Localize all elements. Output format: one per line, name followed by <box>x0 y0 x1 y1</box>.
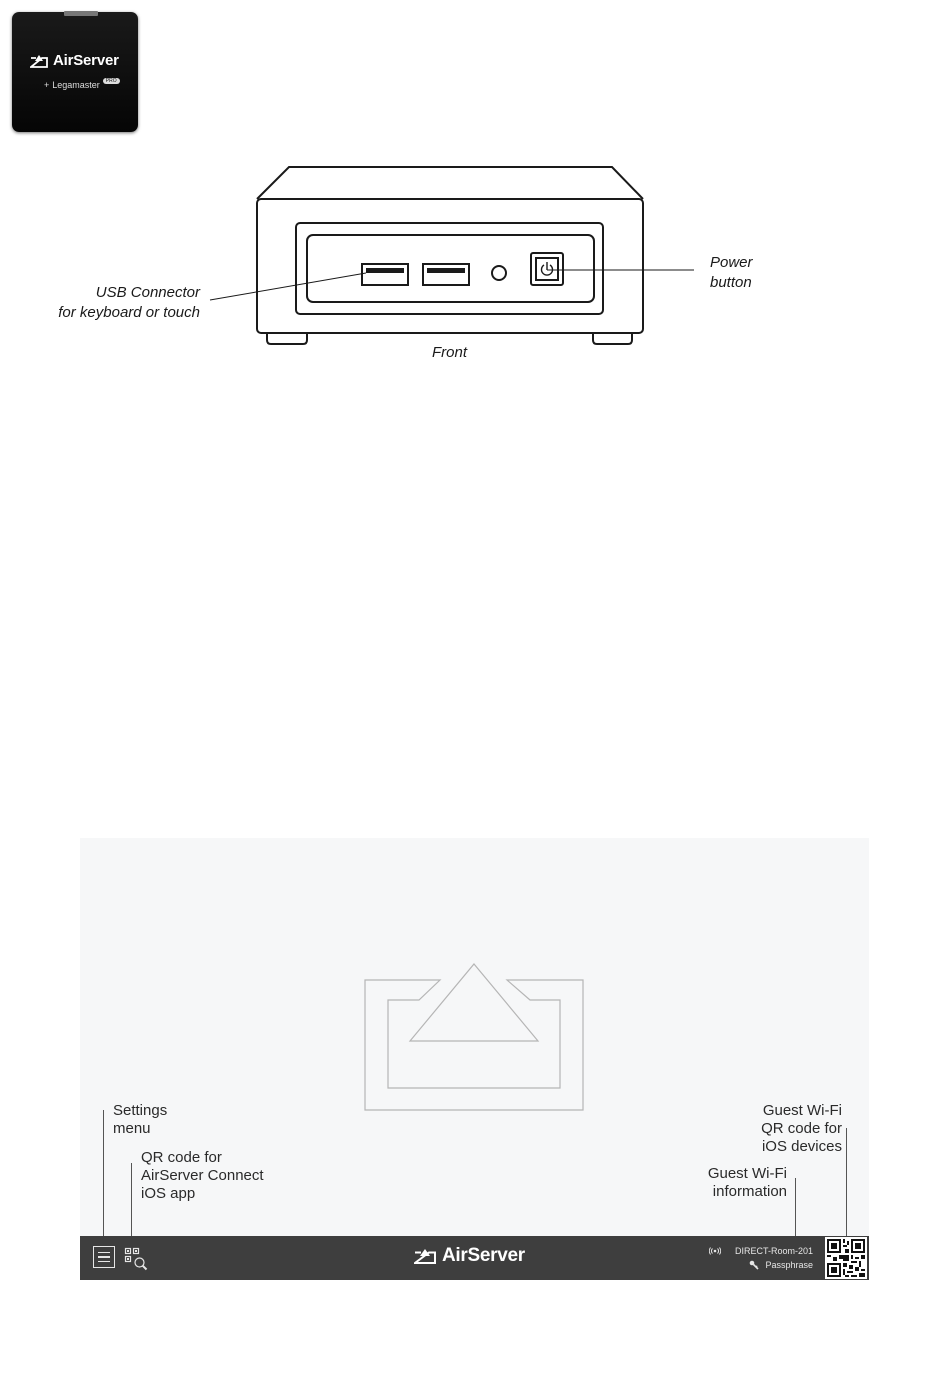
power-icon <box>541 262 552 275</box>
bar-logo-text: AirServer <box>442 1245 525 1266</box>
wifi-qr-code[interactable] <box>825 1237 867 1279</box>
front-view-label: Front <box>432 344 468 361</box>
product-sub-brand: Legamaster <box>52 80 100 90</box>
foot-left <box>267 333 307 344</box>
wifi-signal-icon <box>709 1247 721 1255</box>
wifi-passphrase: Passphrase <box>765 1260 813 1270</box>
usb-connector-label: USB Connector for keyboard or touch <box>58 284 200 321</box>
qr-app-callout-line <box>131 1163 132 1238</box>
wifi-qr-callout-line <box>846 1128 847 1238</box>
settings-menu-annotation: Settings menu <box>113 1102 168 1137</box>
usb-port-2 <box>423 264 469 285</box>
power-button-label: Power button <box>710 254 753 291</box>
bar-airserver-logo <box>414 1245 525 1267</box>
airplay-center-icon <box>364 962 585 1112</box>
guest-wifi-info-annotation: Guest Wi-Fi information <box>707 1165 787 1200</box>
product-tile-image <box>12 12 138 132</box>
qr-app-annotation: QR code for AirServer Connect iOS app <box>141 1149 264 1202</box>
guest-wifi-info[interactable] <box>709 1244 813 1272</box>
device-body <box>257 199 643 333</box>
device-front-diagram <box>0 150 950 380</box>
device-top <box>257 167 643 199</box>
airplay-icon <box>30 54 48 68</box>
bottom-bar <box>80 1236 869 1280</box>
usb-port-1 <box>362 264 408 285</box>
product-logo <box>30 52 119 69</box>
indicator-led <box>492 266 506 280</box>
device-connector <box>64 11 98 16</box>
usb-callout-line <box>210 273 366 300</box>
settings-menu-button[interactable] <box>93 1246 115 1268</box>
hamburger-menu-icon <box>98 1252 110 1254</box>
product-badge: PRO <box>103 78 120 84</box>
product-sub-prefix: + <box>44 80 50 90</box>
airplay-icon <box>414 1248 436 1264</box>
qr-search-icon[interactable] <box>124 1247 148 1271</box>
product-logo-text: AirServer <box>53 52 119 69</box>
guest-wifi-qr-annotation: Guest Wi-Fi QR code for iOS devices <box>761 1102 842 1155</box>
settings-callout-line <box>103 1110 104 1238</box>
key-icon <box>749 1260 759 1270</box>
wifi-info-callout-line <box>795 1178 796 1238</box>
wifi-network-name: DIRECT-Room-201 <box>734 1246 813 1256</box>
foot-right <box>593 333 632 344</box>
product-subbrand <box>44 80 120 90</box>
